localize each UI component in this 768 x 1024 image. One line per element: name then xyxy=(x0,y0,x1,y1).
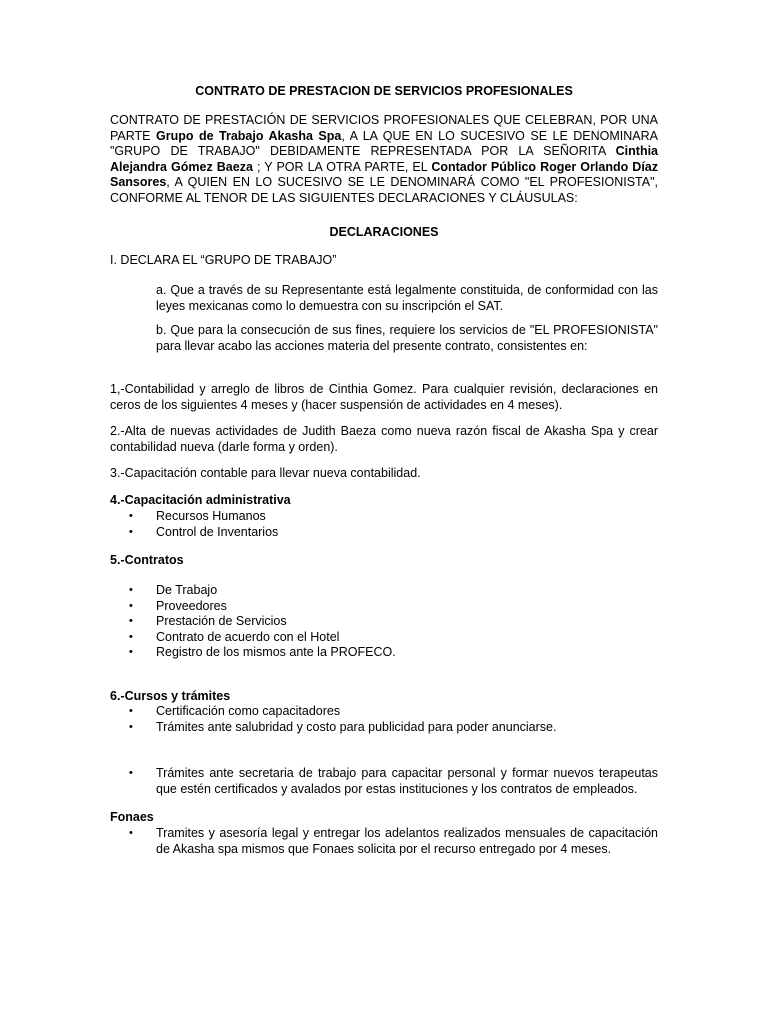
document-title: CONTRATO DE PRESTACION DE SERVICIOS PROFESIONALES xyxy=(195,84,573,98)
list-item xyxy=(110,599,658,615)
section-4-heading: 4.-Capacitación administrativa xyxy=(110,493,291,507)
list-item-text: Recursos Humanos xyxy=(156,509,266,523)
list-item xyxy=(110,583,658,599)
list-item-text: Trámites ante salubridad y costo para publicidad para poder anunciarse. xyxy=(156,719,557,734)
intro-company-name: Grupo de Trabajo Akasha Spa xyxy=(156,128,342,143)
declara-line: I. DECLARA EL “GRUPO DE TRABAJO” xyxy=(110,253,337,267)
intro-paragraph xyxy=(110,113,658,206)
intro-text-2: , A LA QUE EN LO SUCESIVO SE LE DENOMINARA "GRUPO DE TRABAJO" DEBIDAMENTE REPRESENTADA POR LA SEÑORITA xyxy=(110,128,658,158)
section-6-extra-list xyxy=(110,766,658,797)
section-6-heading: 6.-Cursos y trámites xyxy=(110,689,231,703)
bullet-icon: • xyxy=(129,510,133,522)
section-5-list xyxy=(110,583,658,661)
bullet-icon: • xyxy=(129,705,133,717)
numbered-item-2: 2.-Alta de nuevas actividades de Judith Baeza como nueva razón fiscal de Akasha Spa y crear contabilidad nueva (darle forma y orden). xyxy=(110,424,658,454)
intro-accountant-name: Contador Público Roger Orlando Díaz Sansores xyxy=(110,159,658,189)
section-6-list xyxy=(110,704,658,735)
declaration-point-a: a. Que a través de su Representante está legalmente constituida, de conformidad con las leyes mexicanas como lo demuestra con su inscripción el SAT. xyxy=(156,283,658,313)
bullet-icon: • xyxy=(129,630,133,643)
list-item xyxy=(110,720,658,736)
intro-text-4: , A QUIEN EN LO SUCESIVO SE LE DENOMINARÁ COMO "EL PROFESIONISTA", CONFORME AL TENOR DE LAS SIGUIENTES DECLARACIONES Y CLÁUSULAS: xyxy=(110,175,658,205)
bullet-icon: • xyxy=(129,525,133,538)
list-item xyxy=(110,766,658,797)
section-4-list xyxy=(110,509,658,540)
list-item-text: Tramites y asesoría legal y entregar los adelantos realizados mensuales de capacitación de Akasha spa mismos que Fonaes solicita por el recurso entregado por 4 meses. xyxy=(156,826,658,856)
fonaes-heading: Fonaes xyxy=(110,810,154,824)
list-item xyxy=(110,509,658,525)
fonaes-list xyxy=(110,826,658,857)
list-item xyxy=(110,614,658,630)
intro-text-1: CONTRATO DE PRESTACIÓN DE SERVICIOS PROFESIONALES QUE CELEBRAN, POR UNA PARTE xyxy=(110,113,658,143)
list-item-text: Control de Inventarios xyxy=(156,524,279,539)
list-item-text: Trámites ante secretaria de trabajo para capacitar personal y formar nuevos terapeutas que estén certificados y avalados por estas instituciones y los contratos de empleados. xyxy=(156,766,658,796)
list-item xyxy=(110,826,658,857)
list-item-text: De Trabajo xyxy=(156,583,218,597)
numbered-item-3: 3.-Capacitación contable para llevar nueva contabilidad. xyxy=(110,466,421,480)
bullet-icon: • xyxy=(129,584,133,596)
list-item-text: Proveedores xyxy=(156,598,227,613)
list-item-text: Prestación de Servicios xyxy=(156,614,287,628)
list-item-text: Registro de los mismos ante la PROFECO. xyxy=(156,645,396,659)
list-item xyxy=(110,630,658,646)
numbered-item-1: 1,-Contabilidad y arreglo de libros de Cinthia Gomez. Para cualquier revisión, declaraciones en ceros de los siguientes 4 meses y (hacer suspensión de actividades en 4 meses). xyxy=(110,382,658,412)
bullet-icon: • xyxy=(129,767,133,779)
bullet-icon: • xyxy=(129,720,133,733)
list-item-text: Certificación como capacitadores xyxy=(156,704,341,718)
declaraciones-heading: DECLARACIONES xyxy=(329,225,439,239)
bullet-icon: • xyxy=(129,827,133,839)
declaration-point-b: b. Que para la consecución de sus fines, requiere los servicios de "EL PROFESIONISTA" para llevar acabo las acciones materia del presente contrato, consistentes en: xyxy=(156,323,658,353)
bullet-icon: • xyxy=(129,615,133,627)
section-5-heading: 5.-Contratos xyxy=(110,553,184,567)
list-item xyxy=(110,645,658,661)
list-item xyxy=(110,704,658,720)
list-item-text: Contrato de acuerdo con el Hotel xyxy=(156,629,340,644)
list-item xyxy=(110,525,658,541)
intro-text-3: ; Y POR LA OTRA PARTE, EL xyxy=(252,159,432,174)
bullet-icon: • xyxy=(129,599,133,612)
intro-representative-name: Cinthia Alejandra Gómez Baeza xyxy=(110,144,658,174)
bullet-icon: • xyxy=(129,646,133,658)
